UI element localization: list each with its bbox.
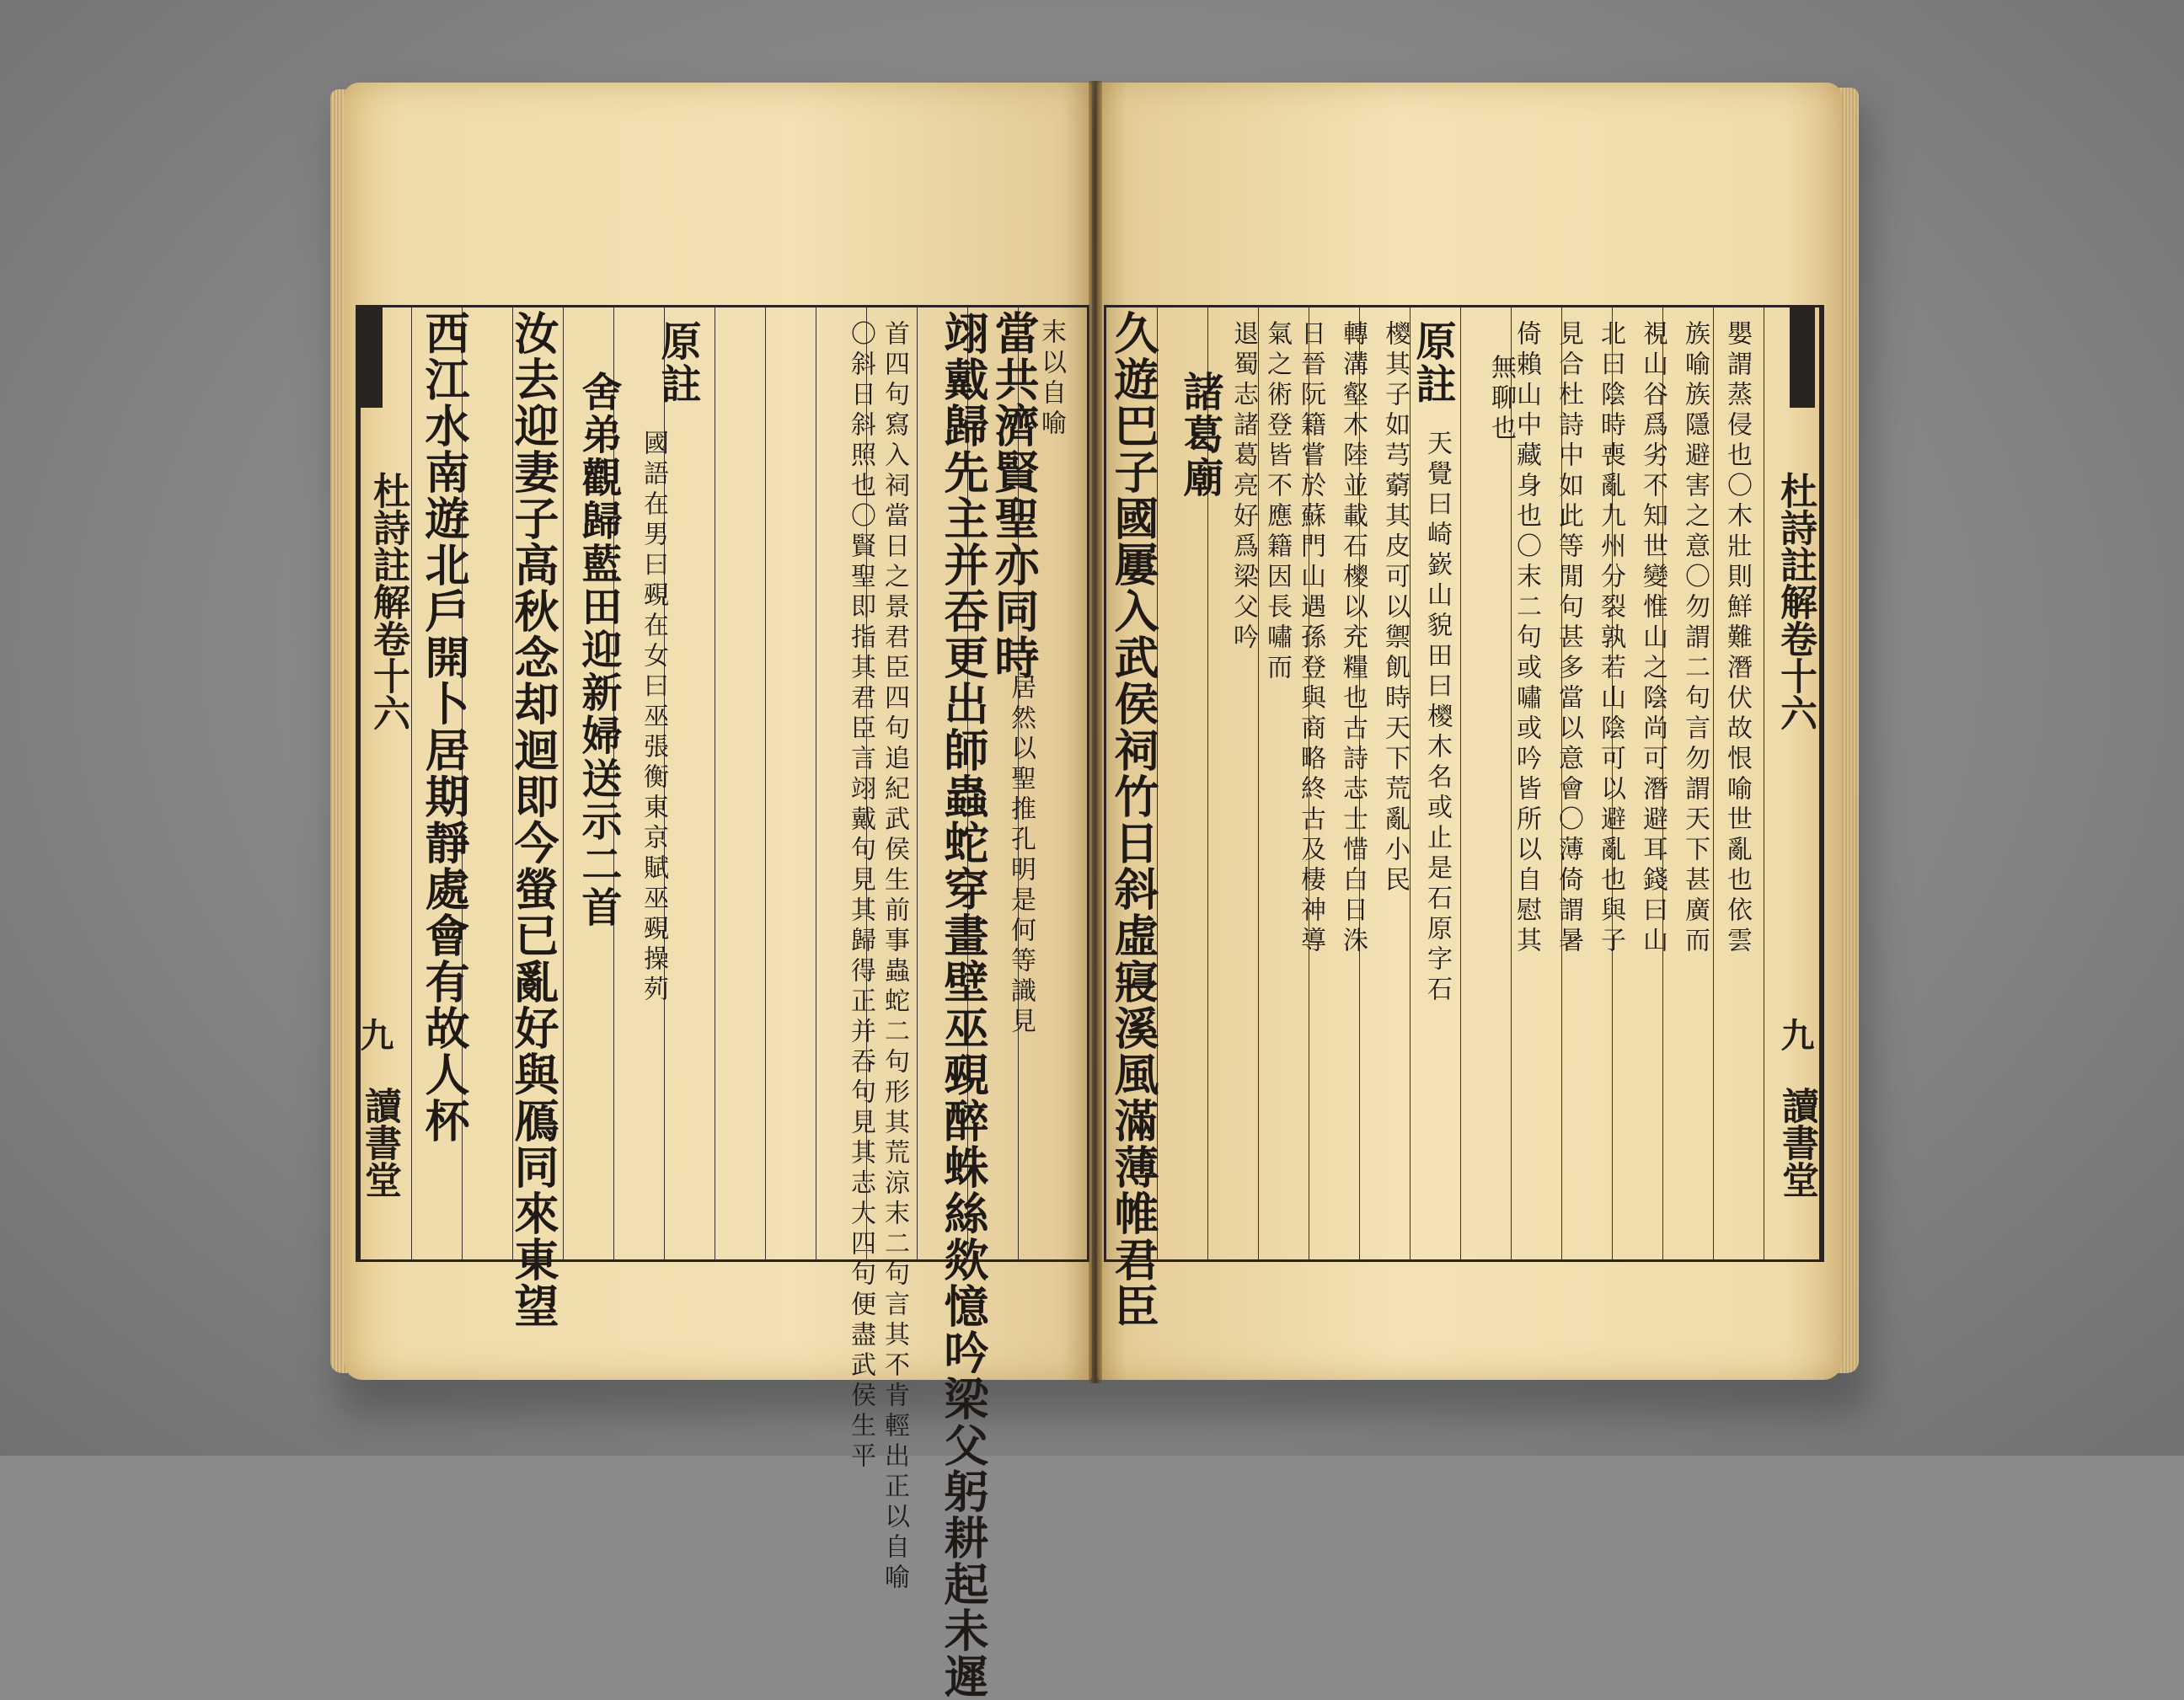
column-rule bbox=[1258, 307, 1259, 1259]
commentary-column: 嬰謂蒸侵也〇木壯則鮮難潛伏故恨喻世亂也依雲 bbox=[1722, 320, 1752, 957]
column-rule bbox=[917, 307, 918, 1259]
annotation-text: 㯶其子如芎藭其皮可以禦飢時天下荒亂小民 bbox=[1380, 320, 1410, 896]
banxin-folio: 九 bbox=[1775, 1018, 1815, 1051]
text-column: 居然以聖推孔明是何等識見 bbox=[1006, 674, 1036, 1038]
commentary-column: 〇斜日斜照也〇賢聖即指其君臣言翊戴句見其歸得正并吞句見其志大四句便盡武侯生平 bbox=[846, 320, 875, 1473]
fishtail-mark bbox=[357, 307, 383, 408]
annotation-text: 退蜀志諸葛亮好爲梁父吟 bbox=[1228, 320, 1258, 654]
banxin-title: 杜詩註解卷十六 bbox=[1774, 472, 1817, 731]
column-rule bbox=[1460, 307, 1461, 1259]
annotation-text: 國語在男曰覡在女曰巫張衡東京賦巫覡操茢 bbox=[639, 430, 668, 1006]
commentary-column: 族喻族隱避害之意〇勿謂二句言勿謂天下甚廣而 bbox=[1680, 320, 1710, 957]
banxin-publisher: 讀書堂 bbox=[358, 1087, 401, 1198]
text-column: 末以自喻 bbox=[1036, 318, 1066, 440]
annotation-text: 天覺曰崎嶔山貌田曰㯶木名或止是石原字石 bbox=[1422, 430, 1452, 1006]
poem-text: 翊戴歸先主并吞更出師蟲蛇穿畫壁巫覡醉蛛絲欻憶吟梁父躬耕起未遲 bbox=[937, 310, 989, 1700]
column-rule bbox=[411, 307, 412, 1259]
poem-column: 當共濟賢聖亦同時 bbox=[988, 310, 1040, 681]
banxin-title: 杜詩註解卷十六 bbox=[367, 472, 410, 731]
column-rule bbox=[765, 307, 766, 1259]
commentary-column: 倚賴山中藏身也〇末二句或嘯或吟皆所以自慰其 bbox=[1512, 320, 1541, 957]
commentary-column: 視山谷爲劣不知世變惟山之陰尚可潛避耳錢曰山 bbox=[1638, 320, 1667, 957]
commentary-column: 首四句寫入祠當日之景君臣四句追紀武侯生前事蟲蛇二句形其荒涼末二句言其不肯輕出正以自喻 bbox=[880, 320, 909, 1594]
poem-column bbox=[937, 310, 989, 1700]
annotation-heading: 原註 bbox=[654, 320, 701, 406]
annotation-text: 轉溝壑木陸並載石㯶以充糧也古詩志士惜白日洙 bbox=[1338, 320, 1368, 957]
fishtail-mark bbox=[1790, 307, 1815, 408]
annotation-text: 日晉阮籍嘗於蘇門山遇孫登與商略終古及棲神導 bbox=[1296, 320, 1325, 957]
commentary-column: 無聊也 bbox=[1486, 354, 1516, 445]
commentary-column: 見合杜詩中如此等閒句甚多當以意會〇薄倚謂暑 bbox=[1554, 320, 1583, 957]
banxin-publisher: 讀書堂 bbox=[1775, 1087, 1818, 1198]
poem-column: 久遊巴子國屢入武侯祠竹日斜虛寢溪風滿薄帷君臣 bbox=[1107, 310, 1159, 1329]
commentary-column: 北曰陰時喪亂九州分裂孰若山陰可以避亂也與子 bbox=[1596, 320, 1625, 957]
poem-title: 舍弟觀歸藍田迎新婦送示二首 bbox=[575, 371, 622, 929]
poem-title: 諸葛廟 bbox=[1176, 371, 1223, 500]
book-gutter bbox=[1089, 81, 1102, 1383]
banxin-folio: 九 bbox=[355, 1018, 394, 1051]
annotation-text: 氣之術登皆不應籍因長嘯而 bbox=[1262, 320, 1292, 684]
poem-column: 西江水南遊北戶開卜居期靜處會有故人杯 bbox=[418, 310, 470, 1144]
annotation-heading: 原註 bbox=[1409, 320, 1456, 406]
column-rule bbox=[1713, 307, 1714, 1259]
column-rule bbox=[563, 307, 564, 1259]
poem-column: 汝去迎妻子高秋念却迴即今螢已亂好與鴈同來東望 bbox=[507, 310, 559, 1329]
